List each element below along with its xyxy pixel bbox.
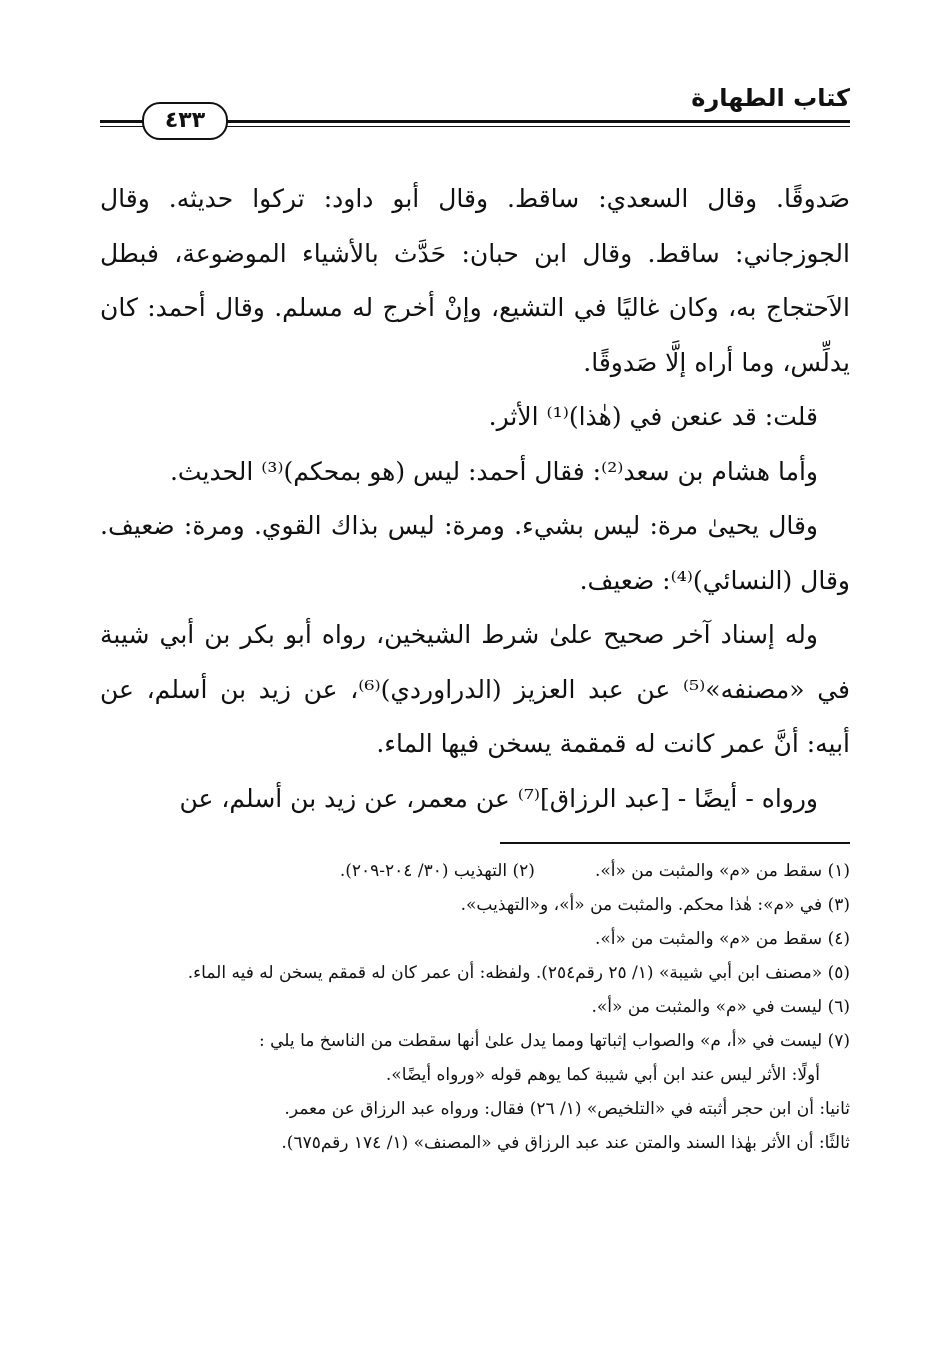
footnote-7-point-1: أولًا: الأثر ليس عند ابن أبي شيبة كما يوهم قوله «ورواه أيضًا».: [385, 1065, 820, 1085]
footnotes: [100, 854, 850, 1160]
page: [100, 78, 850, 1160]
paragraph: قلت: قد عنعن في (هٰذا)⁽¹⁾ الأثر.: [488, 402, 818, 431]
footnote-7-point-2: ثانيا: أن ابن حجر أثبته في «التلخيص» (١/ ٢٦) فقال: ورواه عبد الرزاق عن معمر.: [284, 1099, 850, 1119]
footnote-5: (٥) «مصنف ابن أبي شيبة» (١/ ٢٥ رقم٢٥٤). ولفظه: أن عمر كان له قمقم يسخن له فيه الماء.: [187, 963, 850, 983]
footnote-1: (١) سقط من «م» والمثبت من «أ».: [594, 861, 850, 881]
paragraph: وله إسناد آخر صحيح علىٰ شرط الشيخين، رواه أبو بكر بن أبي شيبة في «مصنفه»⁽⁵⁾ عن عبد العزيز (الدراوردي)⁽⁶⁾، عن زيد بن أسلم، عن أبيه: أنَّ عمر كانت له قمقمة يسخن فيها الماء.: [100, 620, 850, 758]
paragraph: صَدوقًا. وقال السعدي: ساقط. وقال أبو داود: تركوا حديثه. وقال الجوزجاني: ساقط. وقال ابن حبان: حَدَّث بالأشياء الموضوعة، فبطل الاَحتجاج به، وكان غاليًا في التشيع، وإنْ أخرج له مسلم. وقال أحمد: كان يدلِّس، وما أراه إلَّا صَدوقًا.: [100, 184, 850, 377]
footnote-separator: [500, 842, 850, 844]
footnote-7-point-3: ثالثًا: أن الأثر بهٰذا السند والمتن عند عبد الرزاق في «المصنف» (١/ ١٧٤ رقم٦٧٥).: [281, 1133, 850, 1153]
footnote-4: (٤) سقط من «م» والمثبت من «أ».: [594, 929, 850, 949]
footnote-6: (٦) ليست في «م» والمثبت من «أ».: [591, 997, 850, 1017]
running-header: [100, 78, 850, 134]
footnote-row: [100, 854, 850, 888]
footnote-2: (٢) التهذيب (٣٠/ ٢٠٤-٢٠٩).: [339, 861, 535, 881]
footnote-7: (٧) ليست في «أ، م» والصواب إثباتها ومما يدل علىٰ أنها سقطت من الناسخ ما يلي :: [259, 1031, 850, 1051]
paragraph: وأما هشام بن سعد⁽²⁾: فقال أحمد: ليس (هو بمحكم)⁽³⁾ الحديث.: [169, 456, 818, 486]
chapter-title: كتاب الطهارة: [691, 84, 850, 112]
paragraph: ورواه - أيضًا - [عبد الرزاق]⁽⁷⁾ عن معمر، عن زيد بن أسلم، عن: [179, 783, 818, 813]
paragraph: وقال يحيىٰ مرة: ليس بشيء. ومرة: ليس بذاك القوي. ومرة: ضعيف. وقال (النسائي)⁽⁴⁾: ضعيف.: [100, 511, 850, 595]
footnote-3: (٣) في «م»: هٰذا محكم. والمثبت من «أ»، و«التهذيب».: [460, 895, 850, 915]
main-text: [100, 172, 850, 826]
page-number: ٤٣٣: [142, 102, 228, 140]
